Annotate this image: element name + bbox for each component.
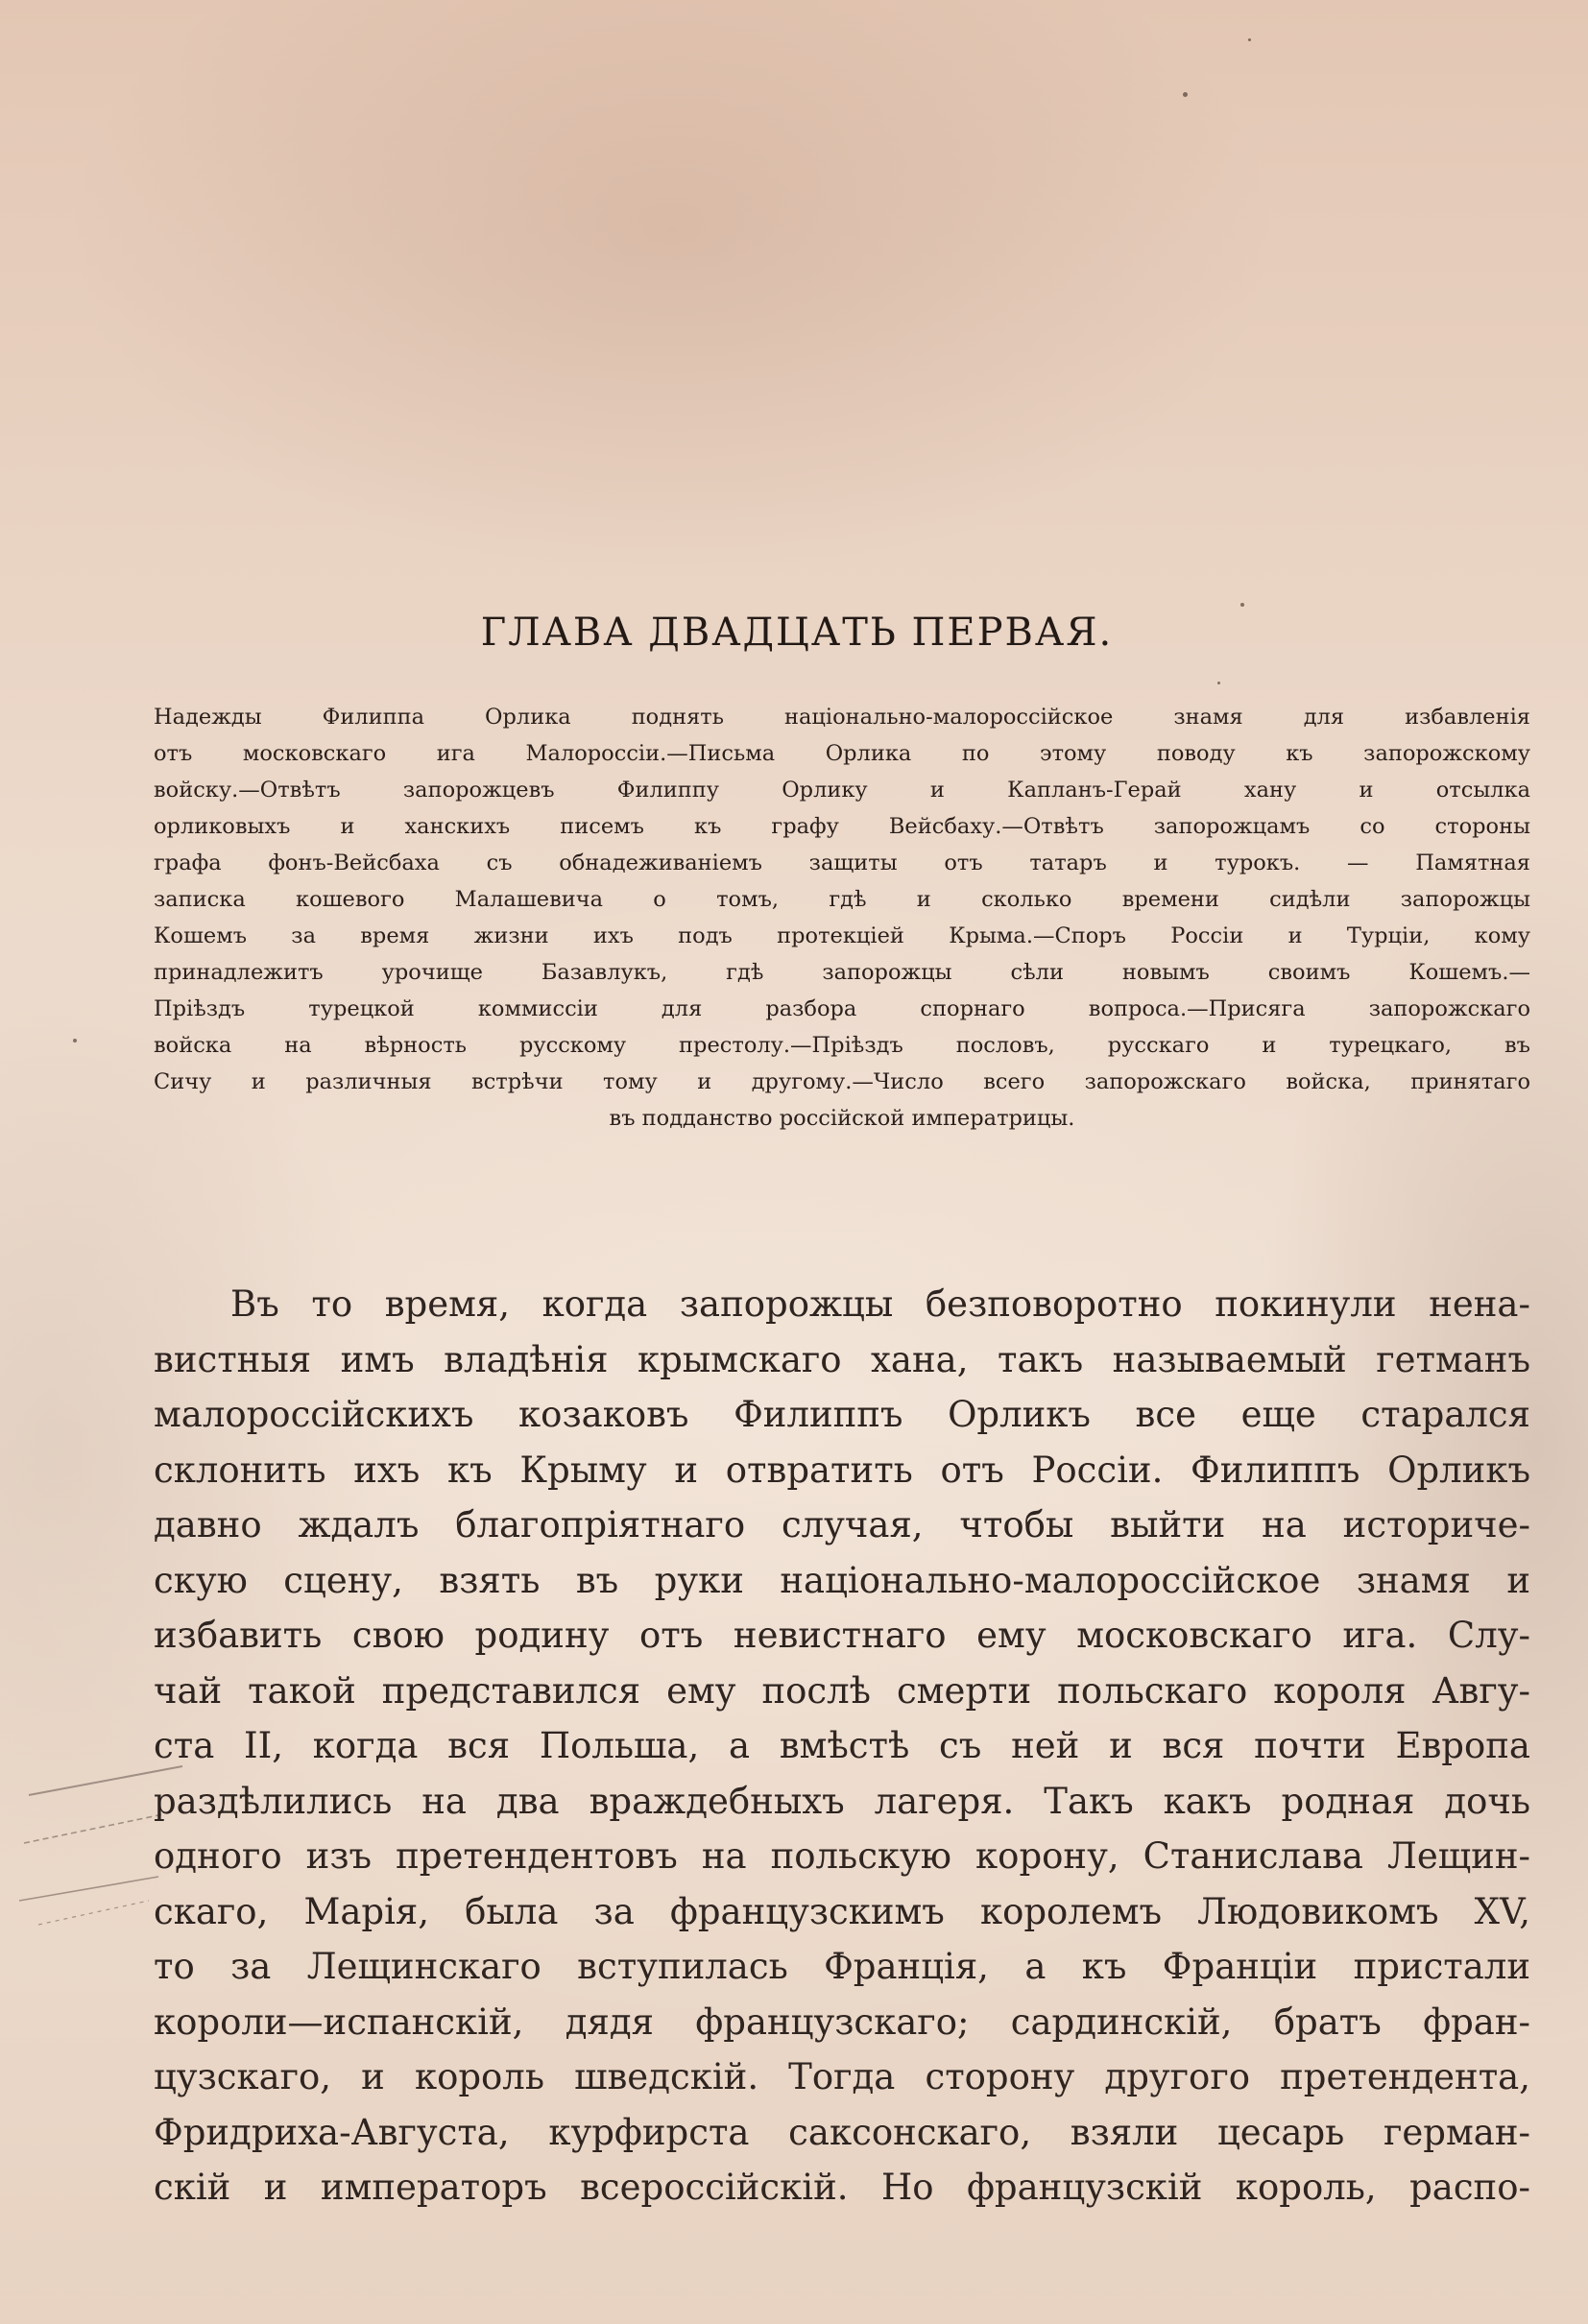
body-line: то за Лещинскаго вступилась Франція, а къ Франціи пристали xyxy=(154,1946,1530,1987)
summary-line: Пріѣздъ турецкой коммиссіи для разбора спорнаго вопроса.—Присяга запорожскаго xyxy=(154,996,1530,1021)
summary-line: войска на вѣрность русскому престолу.—Пріѣздъ пословъ, русскаго и турецкаго, въ xyxy=(154,1033,1530,1058)
body-line: давно ждалъ благопріятнаго случая, чтобы выйти на историче- xyxy=(154,1504,1530,1545)
body-line: чай такой представился ему послѣ смерти польскаго короля Авгу- xyxy=(154,1669,1530,1712)
summary-line: въ подданство россійской императрицы. xyxy=(609,1106,1075,1131)
paper-speck xyxy=(1217,682,1220,684)
summary-line: графа фонъ-Вейсбаха съ обнадеживаніемъ защиты отъ татаръ и турокъ. — Памятная xyxy=(154,851,1530,875)
paper-speck xyxy=(1248,38,1251,41)
body-line: ста II, когда вся Польша, а вмѣстѣ съ ней и вся почти Европа xyxy=(154,1725,1530,1766)
summary-line: войску.—Отвѣтъ запорожцевъ Филиппу Орлику и Капланъ-Герай хану и отсылка xyxy=(154,778,1530,803)
body-line: скаго, Марія, была за французскимъ королемъ Людовикомъ XV, xyxy=(154,1890,1530,1932)
body-line: скую сцену, взять въ руки національно-малороссійское знамя и xyxy=(154,1559,1530,1601)
body-line: Фридриха-Августа, курфирста саксонскаго, взяли цесарь герман- xyxy=(154,2111,1530,2153)
paper-speck xyxy=(1240,603,1244,607)
paper-speck xyxy=(1183,92,1188,97)
chapter-title: ГЛАВА ДВАДЦАТЬ ПЕРВАЯ. xyxy=(480,611,1114,655)
summary-line: Надежды Филиппа Орлика поднять національно-малороссійское знамя для избавленія xyxy=(154,705,1530,730)
body-line: малороссійскихъ козаковъ Филиппъ Орликъ все еще старался xyxy=(154,1394,1530,1435)
body-paragraph xyxy=(154,1277,1530,2216)
summary-line: отъ московскаго ига Малороссіи.—Письма Орлика по этому поводу къ запорожскому xyxy=(154,741,1530,766)
summary-line: Сичу и различныя встрѣчи тому и другому.—Число всего запорожскаго войска, принятаго xyxy=(154,1069,1530,1094)
body-line: вистныя имъ владѣнія крымскаго хана, такъ называемый гетманъ xyxy=(154,1338,1530,1380)
summary-line: принадлежитъ урочище Базавлукъ, гдѣ запорожцы сѣли новымъ своимъ Кошемъ.— xyxy=(154,960,1530,985)
body-line: скій и императоръ всероссійскій. Но французскій король, распо- xyxy=(154,2167,1530,2208)
summary-line: Кошемъ за время жизни ихъ подъ протекціей Крыма.—Споръ Россіи и Турціи, кому xyxy=(154,923,1530,948)
body-line: цузскаго, и король шведскій. Тогда сторону другого претендента, xyxy=(154,2056,1530,2097)
body-line: склонить ихъ къ Крыму и отвратить отъ Россіи. Филиппъ Орликъ xyxy=(154,1449,1530,1491)
body-line: короли—испанскій, дядя французскаго; сардинскій, братъ фран- xyxy=(154,2001,1530,2043)
body-line: Въ то время, когда запорожцы безповоротно покинули нена- xyxy=(230,1283,1530,1325)
summary-line: орликовыхъ и ханскихъ писемъ къ графу Вейсбаху.—Отвѣтъ запорожцамъ со стороны xyxy=(154,814,1530,839)
body-line: раздѣлились на два враждебныхъ лагеря. Такъ какъ родная дочь xyxy=(154,1780,1530,1822)
body-line: одного изъ претендентовъ на польскую корону, Станислава Лещин- xyxy=(154,1835,1530,1877)
body-line: избавить свою родину отъ невистнаго ему московскаго ига. Слу- xyxy=(154,1615,1530,1656)
paper-speck xyxy=(73,1039,77,1042)
summary-line: записка кошевого Малашевича о томъ, гдѣ и сколько времени сидѣли запорожцы xyxy=(154,887,1530,912)
chapter-summary xyxy=(154,699,1530,1137)
